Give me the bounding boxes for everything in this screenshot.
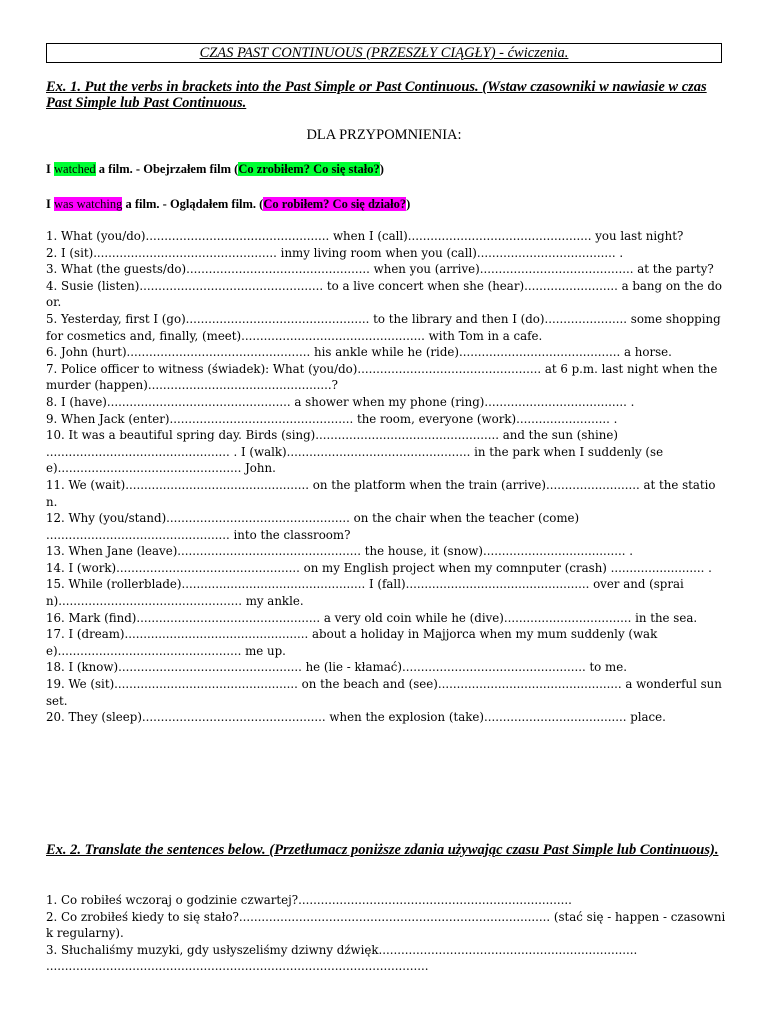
example-1-pre: I bbox=[46, 162, 54, 176]
list-item: 14. I (work)................................................. on my English project when my comnputer (crash) ......................... . bbox=[46, 560, 712, 575]
exercise-2-questions bbox=[46, 892, 726, 975]
list-item: 10. It was a beautiful spring day. Birds (sing)................................................. and the sun (shine) ................................................. . I (walk)................................................. in the park when I suddenly (see)................................................. John. bbox=[46, 428, 664, 476]
example-1-mid: a film. - Obejrzałem film ( bbox=[95, 162, 239, 176]
exercise-1-heading: Ex. 1. Put the verbs in brackets into the Past Simple or Past Continuous. (Wstaw czasowniki w nawiasie w czas Past Simple lub Past Continuous. bbox=[46, 79, 707, 111]
example-1-verb: watched bbox=[54, 162, 96, 176]
list-item: 18. I (know)................................................. he (lie - kłamać)................................................. to me. bbox=[46, 660, 627, 675]
list-item: 5. Yesterday, first I (go)................................................. to the library and then I (do)...................... some shopping for cosmetics and, finally, (meet)................................................. with Tom in a cafe. bbox=[46, 311, 721, 343]
list-item: 2. I (sit)................................................. inmy living room when you (call)..................................... . bbox=[46, 245, 624, 260]
exercise-1-questions bbox=[46, 228, 726, 726]
list-item: 6. John (hurt)................................................. his ankle while he (ride)........................................... a horse. bbox=[46, 345, 672, 360]
list-item: 20. They (sleep)................................................. when the explosion (take)...................................... place. bbox=[46, 710, 666, 725]
list-item: 19. We (sit)................................................. on the beach and (see)................................................. a wonderful sunset. bbox=[46, 677, 722, 708]
list-item: 3. Słuchaliśmy muzyki, gdy usłyszeliśmy dziwny dźwięk..................................................................... ...................................................................................................... bbox=[46, 942, 638, 974]
list-item: 16. Mark (find)................................................. a very old coin while he (dive).................................. in the sea. bbox=[46, 610, 698, 625]
list-item: 8. I (have)................................................. a shower when my phone (ring)...................................... . bbox=[46, 394, 635, 409]
worksheet-title: CZAS PAST CONTINUOUS (PRZESZŁY CIĄGŁY) - ćwiczenia. bbox=[46, 43, 722, 63]
exercise-2-heading: Ex. 2. Translate the sentences below. (Przetłumacz poniższe zdania używając czasu Past Simple lub Continuous). bbox=[46, 842, 719, 858]
list-item: 9. When Jack (enter)................................................. the room, everyone (work)......................... . bbox=[46, 411, 618, 426]
list-item: 3. What (the guests/do)................................................. when you (arrive)......................................... at the party? bbox=[46, 262, 714, 277]
list-item: 11. We (wait)................................................. on the platform when the train (arrive)......................... at the station. bbox=[46, 477, 716, 509]
example-past-continuous bbox=[46, 196, 736, 212]
list-item: 13. When Jane (leave)................................................. the house, it (snow)...................................... . bbox=[46, 544, 634, 559]
list-item: 12. Why (you/stand)................................................. on the chair when the teacher (come) ................................................. into the classroom? bbox=[46, 511, 580, 542]
reminder-heading: DLA PRZYPOMNIENIA: bbox=[306, 127, 462, 143]
list-item: 1. What (you/do)................................................. when I (call)................................................. you last night? bbox=[46, 229, 684, 243]
example-2-mid: a film. - Oglądałem film. ( bbox=[122, 197, 264, 211]
example-past-simple bbox=[46, 161, 736, 177]
example-1-post: ) bbox=[379, 162, 384, 176]
list-item: 15. While (rollerblade)................................................. I (fall)................................................. over and (sprain)................................................. my ankle. bbox=[46, 577, 684, 609]
example-2-question: Co robiłem? Co się działo? bbox=[263, 197, 407, 211]
list-item: 7. Police officer to witness (świadek): What (you/do)................................................. at 6 p.m. last night when the murder (happen).................................................? bbox=[46, 361, 718, 393]
list-item: 17. I (dream)................................................. about a holiday in Majjorca when my mum suddenly (wake)................................................. me up. bbox=[46, 627, 658, 658]
list-item: 2. Co zrobiłeś kiedy to się stało?................................................................................... (stać się - happen - czasownik regularny). bbox=[46, 909, 726, 941]
example-2-post: ) bbox=[406, 197, 411, 211]
list-item: 4. Susie (listen)................................................. to a live concert when she (hear)......................... a bang on the door. bbox=[46, 278, 723, 310]
example-1-question: Co zrobiłem? Co się stało? bbox=[238, 162, 380, 176]
example-2-verb: was watching bbox=[54, 197, 123, 211]
example-2-pre: I bbox=[46, 197, 54, 211]
list-item: 1. Co robiłeś wczoraj o godzinie czwartej?......................................................................... bbox=[46, 893, 572, 907]
